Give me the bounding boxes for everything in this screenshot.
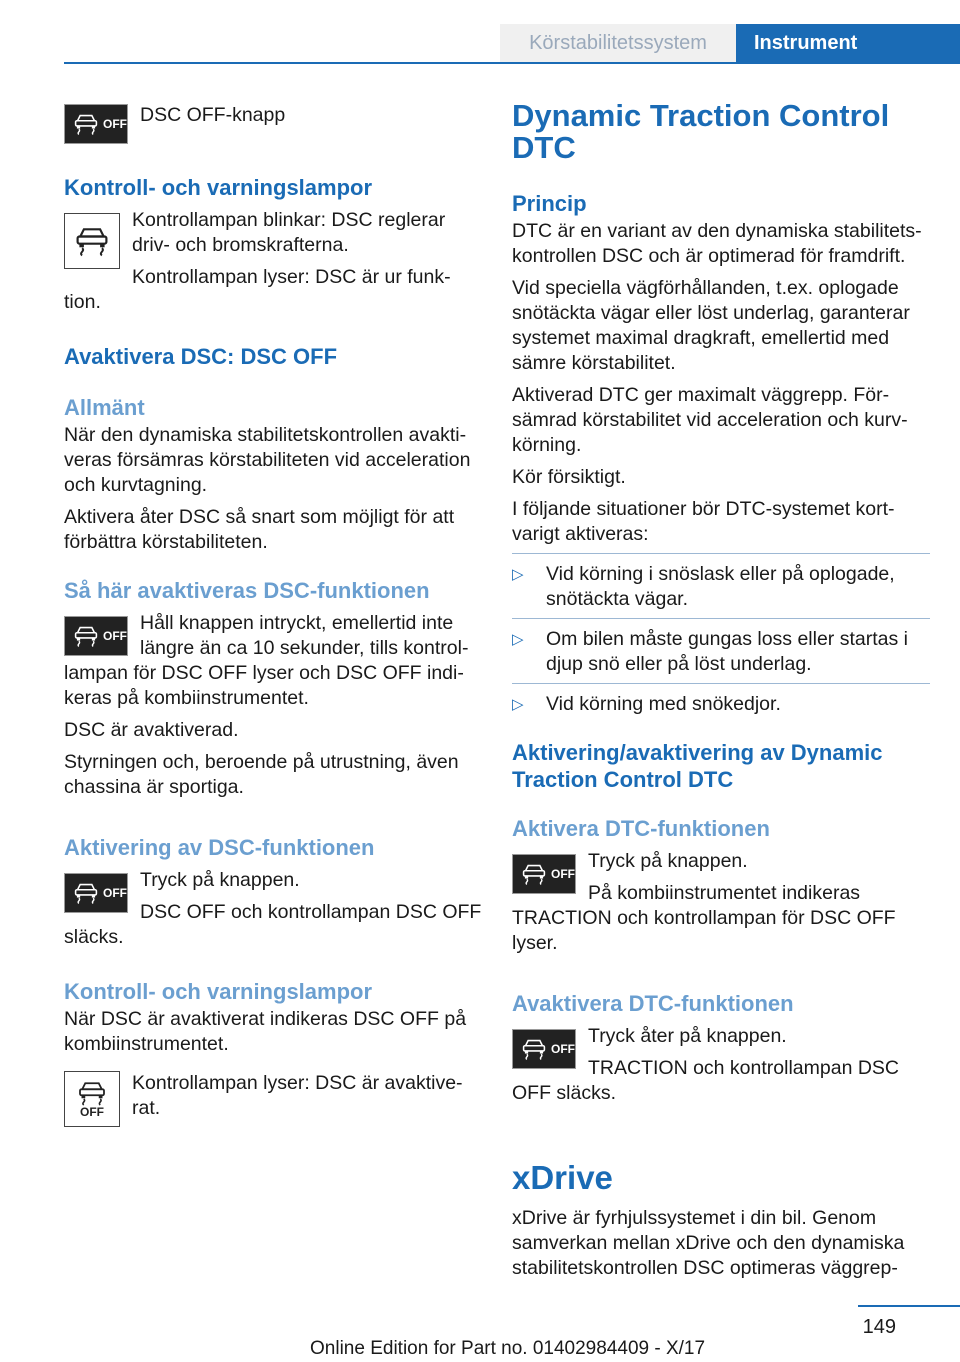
activate-dtc-result-text: På kombiinstrumentet indikeras TRACTION och kontrollampan för DSC OFF lyser. [512, 882, 896, 954]
dsc-off-button-caption: DSC OFF-knapp [140, 104, 286, 126]
warning-lamps-2-text: När DSC är avaktiverat indikeras DSC OFF på kombiinstrumentet. [64, 1008, 467, 1055]
list-item: ▷ Om bilen måste gungas loss eller startas i djup snö eller på löst underlag. [512, 628, 908, 675]
header-section-tab: Körstabilitetssystem [500, 24, 736, 62]
principle-paragraph-3: Aktiverad DTC ger maximalt väggrepp. För-sämrad körstabilitet vid acceleration och kurv-körning. [512, 384, 908, 456]
deactivate-dtc-result-text: TRACTION och kontrollampan DSC OFF släcks. [512, 1057, 900, 1104]
principle-paragraph-4: Kör försiktigt. [512, 466, 626, 488]
dsc-deactivated-lamp-text: Kontrollampan lyser: DSC är avaktive-rat. [132, 1072, 463, 1119]
list-item: ▷ Vid körning i snöslask eller på oplogade, snötäckta vägar. [512, 563, 895, 610]
footer-rule [858, 1305, 960, 1307]
list-rule [512, 683, 930, 684]
right-column [512, 100, 930, 1281]
warning-lamps-heading: Kontroll- och varningslampor [64, 175, 373, 200]
list-rule [512, 618, 930, 619]
warning-lamp-blink-text: Kontrollampan blinkar: DSC reglerar driv- och bromskrafterna. [132, 209, 446, 256]
activate-dsc-heading: Aktivering av DSC-funktionen [64, 835, 375, 860]
principle-heading: Princip [512, 191, 587, 216]
general-heading: Allmänt [64, 395, 145, 420]
xdrive-title: xDrive [512, 1159, 613, 1196]
dsc-deactivated-text: DSC är avaktiverad. [64, 719, 239, 741]
left-column [64, 100, 484, 1131]
list-rule [512, 553, 930, 554]
activate-result-text: DSC OFF och kontrollampan DSC OFF släcks. [64, 901, 482, 948]
general-paragraph-2: Aktivera åter DSC så snart som möjligt för att förbättra körstabiliteten. [64, 506, 455, 553]
warning-lamps-heading-2: Kontroll- och varningslampor [64, 979, 373, 1004]
principle-paragraph-2: Vid speciella vägförhållanden, t.ex. oplogade snötäckta vägar eller löst underlag, garanterar systemet maximal dragkraft, emellertid med sämre körstabilitet. [512, 277, 910, 374]
warning-lamp-on-text: Kontrollampan lyser: DSC är ur funk-tion. [64, 266, 451, 313]
page-number: 149 [862, 1316, 896, 1338]
dsc-warning-lamp-icon [64, 213, 120, 269]
dsc-off-button-icon: OFF [64, 873, 128, 913]
dsc-off-button-icon: OFF [512, 854, 576, 894]
dsc-off-button-icon: OFF [512, 1029, 576, 1069]
bullet-marker-icon: ▷ [512, 631, 524, 648]
dsc-off-button-icon: OFF [64, 616, 128, 656]
xdrive-paragraph: xDrive är fyrhjulssystemet i din bil. Genom samverkan mellan xDrive och den dynamiska stabilitetskontrollen DSC optimeras väggrep- [512, 1207, 905, 1279]
principle-paragraph-1: DTC är en variant av den dynamiska stabilitets-kontrollen DSC och är optimerad för framdrift. [512, 220, 922, 267]
list-item: ▷ Vid körning med snökedjor. [512, 693, 781, 715]
general-paragraph-1: När den dynamiska stabilitetskontrollen avakti-veras försämras körstabiliteten vid acceleration och kurvtagning. [64, 424, 471, 496]
activate-press-text: Tryck på knappen. [140, 869, 300, 891]
how-to-deactivate-text: Håll knappen intryckt, emellertid inte längre än ca 10 sekunder, tills kontrol-lampan för DSC OFF lyser och DSC OFF indi-keras på kombiinstrumentet. [64, 612, 469, 709]
header-rule [64, 62, 960, 64]
dtc-title: Dynamic Traction Control DTC [512, 98, 890, 165]
edition-footer: Online Edition for Part no. 01402984409 - X/17 [310, 1338, 706, 1359]
activate-dtc-heading: Aktivera DTC-funktionen [512, 816, 770, 841]
bullet-marker-icon: ▷ [512, 566, 524, 583]
activate-dtc-press-text: Tryck på knappen. [588, 850, 748, 872]
deactivate-dtc-heading: Avaktivera DTC-funktionen [512, 991, 794, 1016]
how-to-deactivate-heading: Så här avaktiveras DSC-funktionen [64, 578, 430, 603]
dsc-off-button-icon: OFF [64, 104, 128, 144]
header-chapter-tab: Instrument [736, 24, 960, 62]
activate-deactivate-dtc-heading: Aktivering/avaktivering av Dynamic Traction Control DTC [512, 740, 883, 792]
steering-sporty-text: Styrningen och, beroende på utrustning, även chassina är sportiga. [64, 751, 459, 798]
deactivate-dsc-heading: Avaktivera DSC: DSC OFF [64, 344, 338, 369]
bullet-marker-icon: ▷ [512, 696, 524, 713]
deactivate-dtc-press-text: Tryck åter på knappen. [588, 1025, 787, 1047]
principle-paragraph-5: I följande situationer bör DTC-systemet kort-varigt aktiveras: [512, 498, 895, 545]
dsc-off-warning-lamp-icon: OFF [64, 1071, 120, 1127]
